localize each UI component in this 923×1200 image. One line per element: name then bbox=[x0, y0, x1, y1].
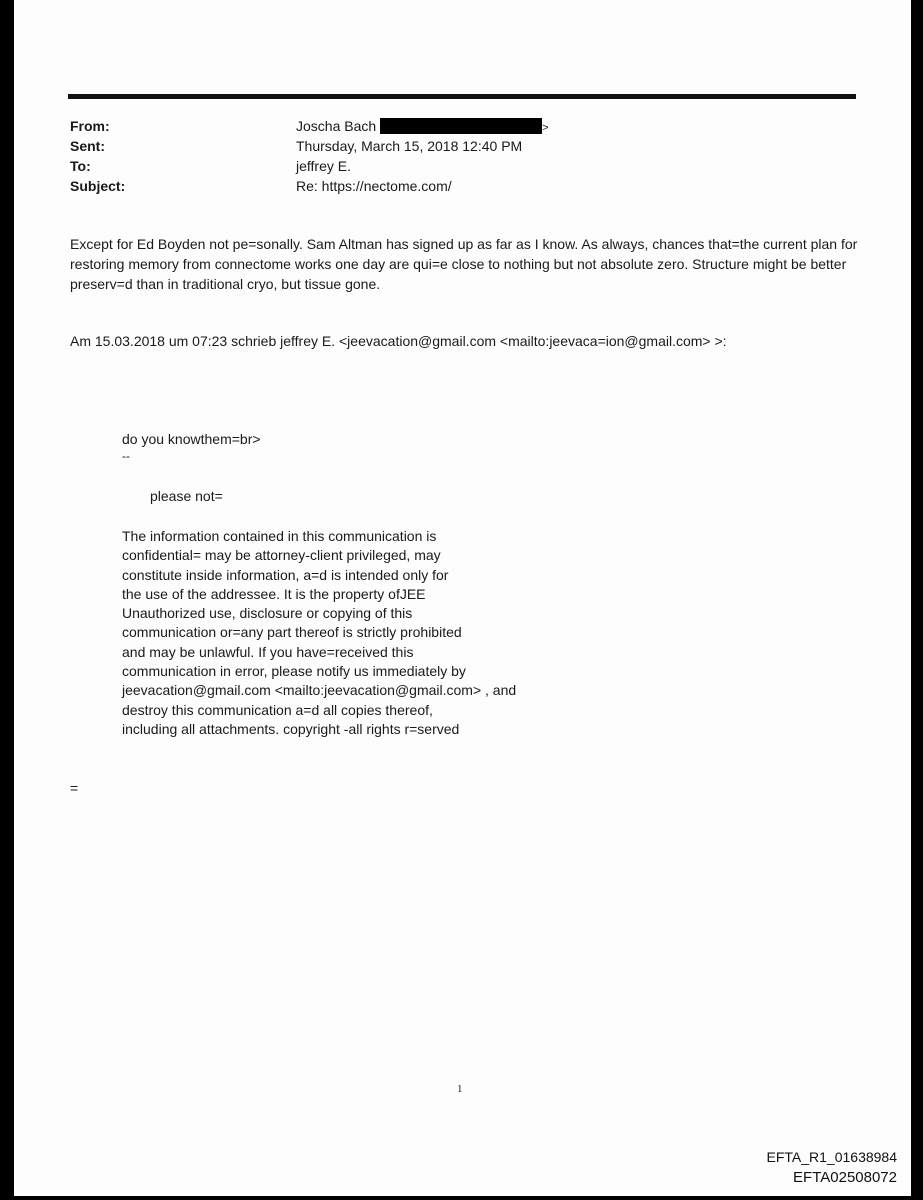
from-value bbox=[296, 118, 549, 134]
disclaimer-line: and may be unlawful. If you have=received this bbox=[122, 643, 414, 660]
disclaimer-line: communication in error, please notify us immediately by bbox=[122, 663, 466, 680]
disclaimer-line: constitute inside information, a=d is intended only for bbox=[122, 566, 449, 583]
subject-label: Subject: bbox=[70, 178, 126, 194]
from-tail: > bbox=[542, 122, 549, 134]
disclaimer-line: communication or=any part thereof is strictly prohibited bbox=[122, 624, 462, 641]
document-page bbox=[14, 0, 911, 1196]
please-note: please not= bbox=[150, 488, 223, 504]
disclaimer-line: The information contained in this communication is bbox=[122, 528, 437, 544]
to-label: To: bbox=[70, 158, 91, 174]
bates-stamp-2: EFTA02508072 bbox=[793, 1169, 897, 1186]
bates-stamp-1: EFTA_R1_01638984 bbox=[766, 1149, 897, 1165]
disclaimer-line: the use of the addressee. It is the property ofJEE bbox=[122, 585, 426, 602]
sent-label: Sent: bbox=[70, 138, 105, 154]
disclaimer-line: confidential= may be attorney-client privileged, may bbox=[122, 547, 441, 564]
disclaimer-line: Unauthorized use, disclosure or copying of this bbox=[122, 605, 413, 622]
disclaimer-line: jeevacation@gmail.com <mailto:jeevacation@gmail.com> , and bbox=[122, 682, 517, 699]
quote-intro: Am 15.03.2018 um 07:23 schrieb jeffrey E. <jeevacation@gmail.com <mailto:jeevaca=ion@gmail.com> >: bbox=[70, 333, 727, 349]
message-body: Except for Ed Boyden not pe=sonally. Sam Altman has signed up as far as I know. As always, chances that=the current plan for restoring memory from connectome works one day are qui=e close to nothing but not absolute zero. Structure might be better preserv=d than in traditional cryo, but tissue gone. bbox=[70, 236, 858, 292]
from-name: Joscha Bach bbox=[296, 118, 377, 134]
page-number: 1 bbox=[457, 1083, 463, 1095]
from-label: From: bbox=[70, 118, 110, 134]
trailing-equals: = bbox=[70, 780, 79, 796]
sent-value: Thursday, March 15, 2018 12:40 PM bbox=[296, 138, 523, 154]
disclaimer-line: including all attachments. copyright -all rights r=served bbox=[122, 720, 460, 737]
header-rule bbox=[68, 94, 856, 99]
disclaimer-line: destroy this communication a=d all copies thereof, bbox=[122, 701, 433, 718]
quoted-line: do you knowthem=br> bbox=[122, 431, 261, 447]
redaction-bar bbox=[380, 118, 542, 134]
signature-dashes: -- bbox=[122, 449, 130, 463]
disclaimer-block bbox=[122, 527, 516, 739]
subject-value: Re: https://nectome.com/ bbox=[296, 178, 452, 194]
to-value: jeffrey E. bbox=[296, 158, 351, 174]
